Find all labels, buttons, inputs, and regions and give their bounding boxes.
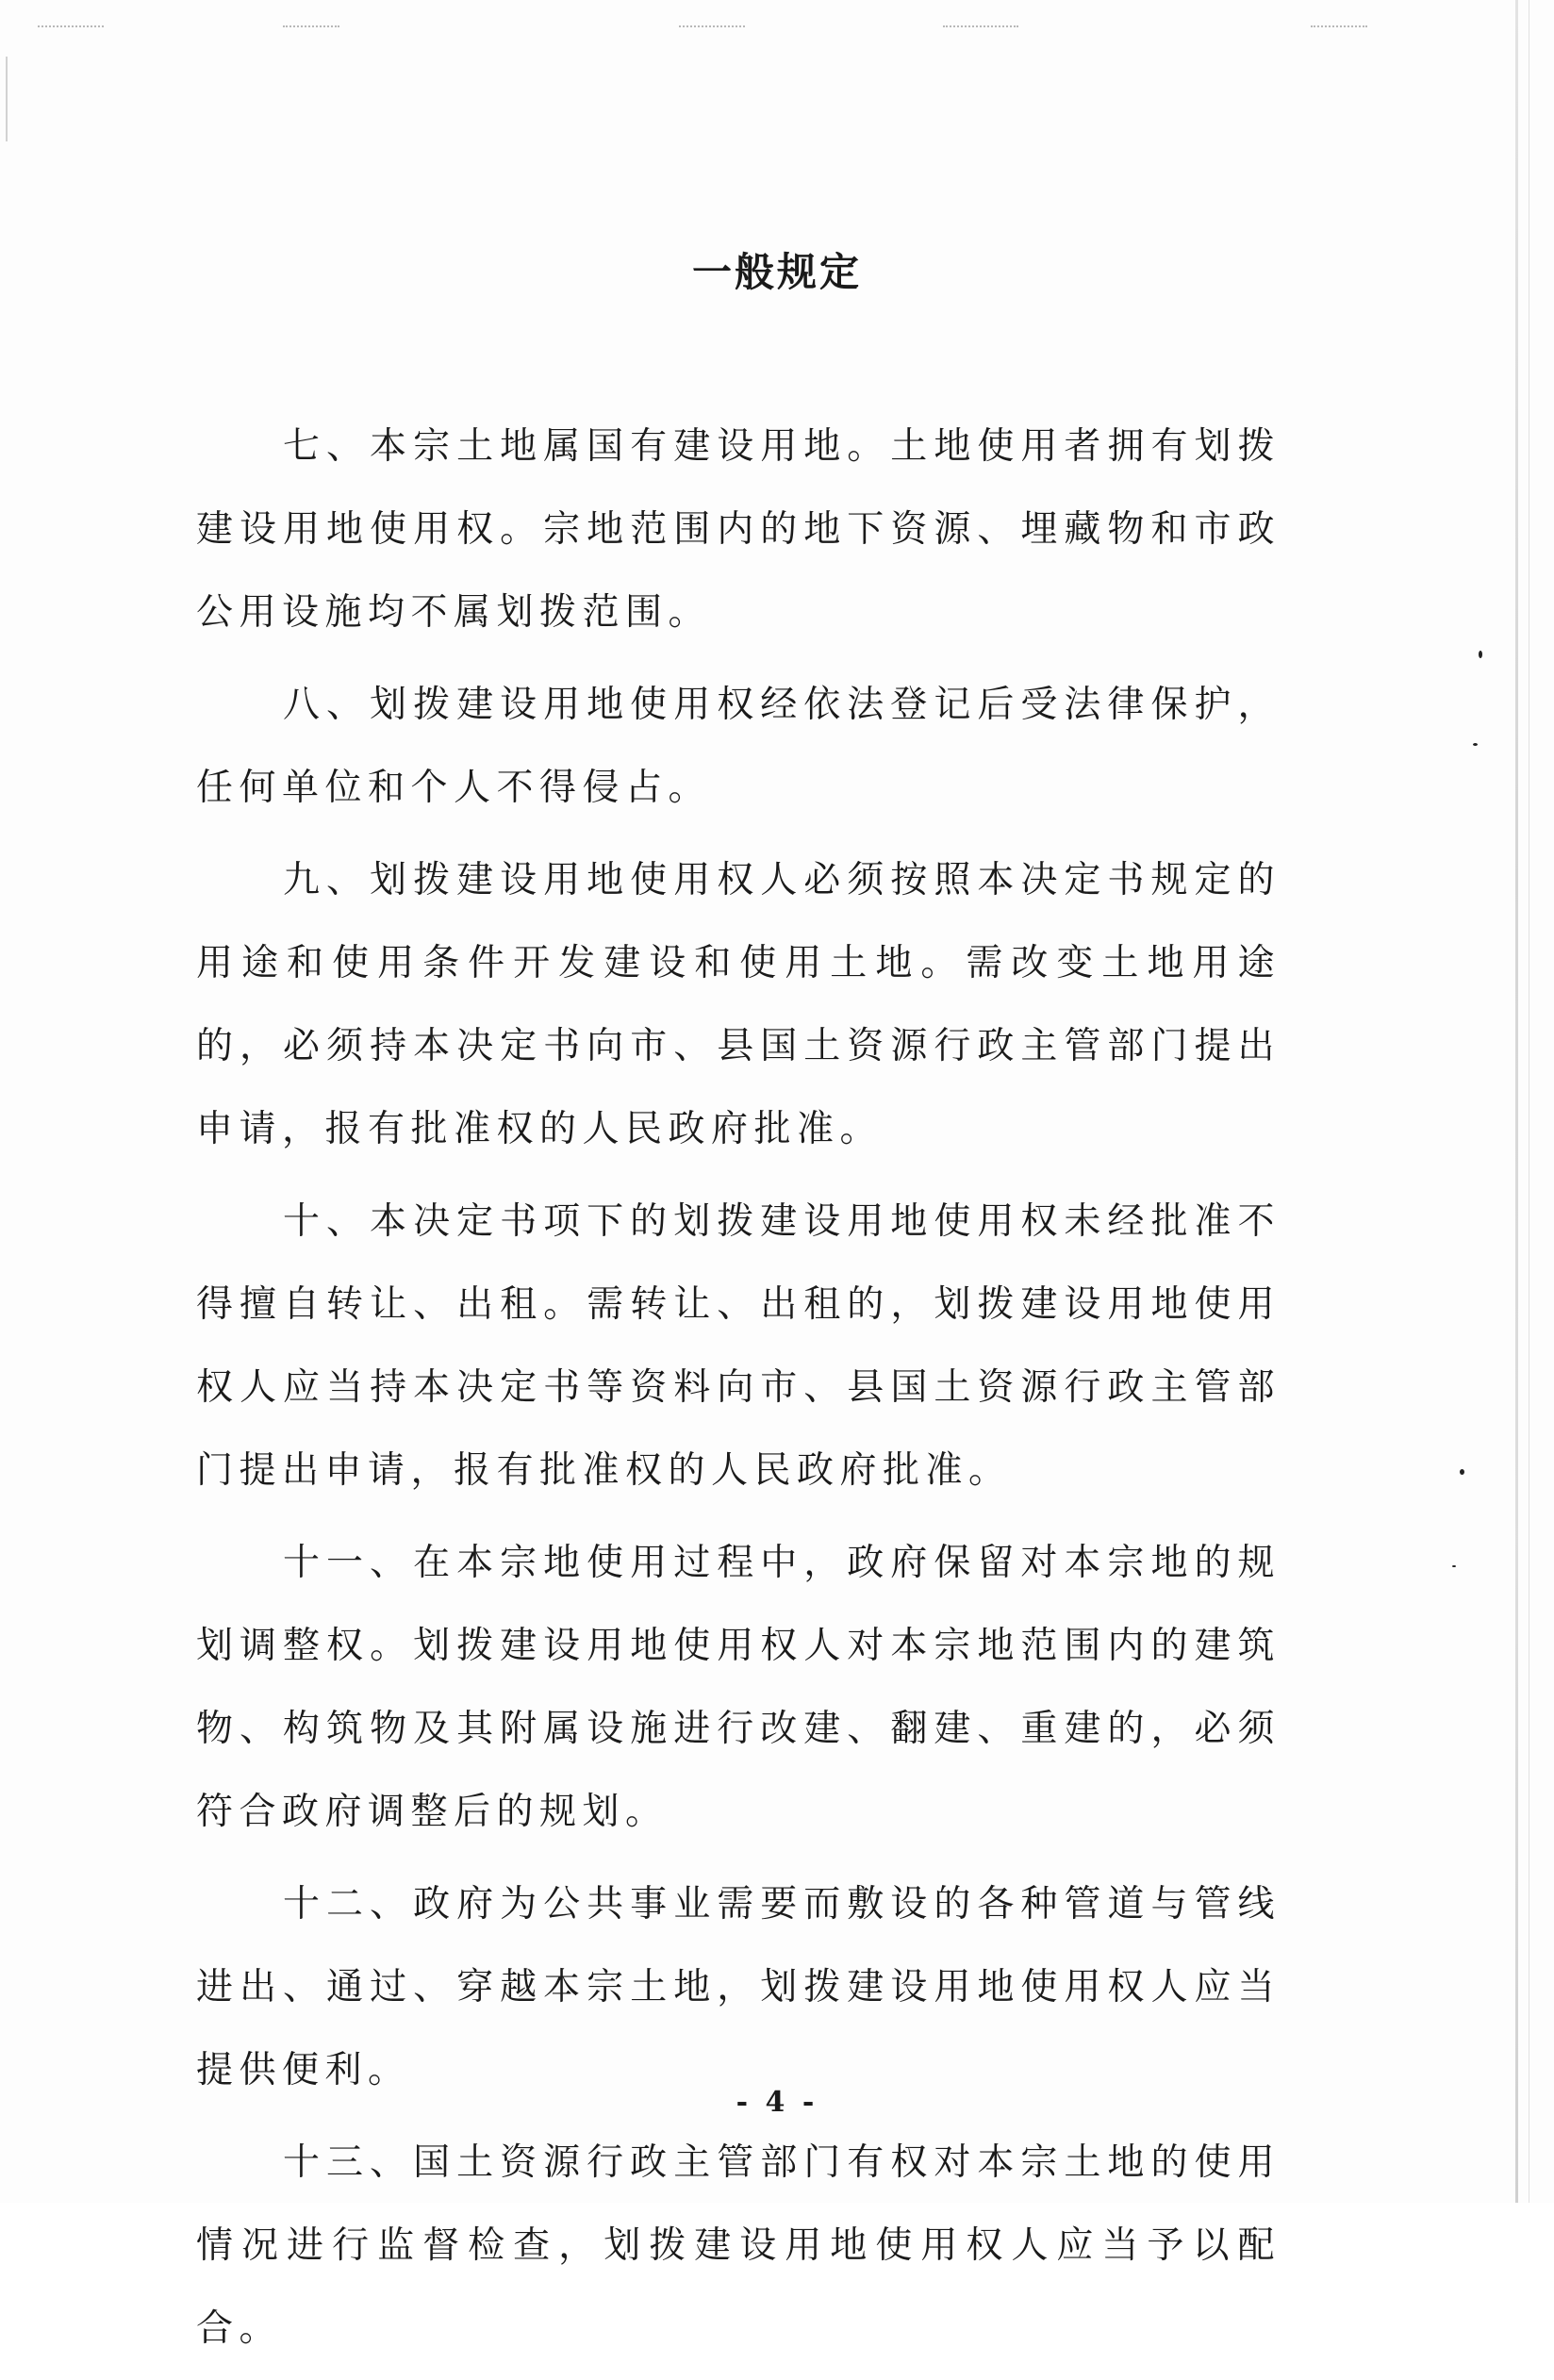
paragraph-9: 九、划拨建设用地使用权人必须按照本决定书规定的用途和使用条件开发建设和使用土地。需改变土地用途的，必须持本决定书向市、县国土资源行政主管部门提出申请，报有批准权的人民政府批准。 — [196, 859, 1281, 1150]
scan-top-mark — [679, 25, 745, 28]
scan-edge-artifact — [6, 57, 8, 141]
paragraph-11: 十一、在本宗地使用过程中，政府保留对本宗地的规划调整权。划拨建设用地使用权人对本宗地范围内的建筑物、构筑物及其附属设施进行改建、翻建、重建的，必须符合政府调整后的规划。 — [196, 1542, 1281, 1833]
scan-speck — [1460, 1469, 1464, 1475]
scan-top-mark — [943, 25, 1018, 28]
scan-edge-artifact — [1515, 0, 1518, 2203]
scan-speck — [1479, 651, 1482, 658]
scan-speck — [1473, 743, 1478, 746]
scan-speck — [1452, 1565, 1456, 1567]
scan-top-mark — [38, 25, 104, 28]
document-title: 一般规定 — [691, 249, 862, 295]
paragraph-12: 十二、政府为公共事业需要而敷设的各种管道与管线进出、通过、穿越本宗土地，划拨建设用地使用权人应当提供便利。 — [196, 1883, 1281, 2091]
document-body — [196, 405, 1281, 2380]
paragraph-13: 十三、国土资源行政主管部门有权对本宗土地的使用情况进行监督检查，划拨建设用地使用权人应当予以配合。 — [196, 2141, 1281, 2350]
page-number: - 4 - — [736, 2086, 818, 2119]
paragraph-10: 十、本决定书项下的划拨建设用地使用权未经批准不得擅自转让、出租。需转让、出租的，划拨建设用地使用权人应当持本决定书等资料向市、县国土资源行政主管部门提出申请，报有批准权的人民政府批准。 — [196, 1200, 1281, 1492]
paragraph-7: 七、本宗土地属国有建设用地。土地使用者拥有划拨建设用地使用权。宗地范围内的地下资源、埋藏物和市政公用设施均不属划拨范围。 — [196, 425, 1281, 634]
scan-top-mark — [283, 25, 339, 28]
paragraph-8: 八、划拨建设用地使用权经依法登记后受法律保护，任何单位和个人不得侵占。 — [196, 684, 1281, 809]
scan-top-mark — [1311, 25, 1367, 28]
